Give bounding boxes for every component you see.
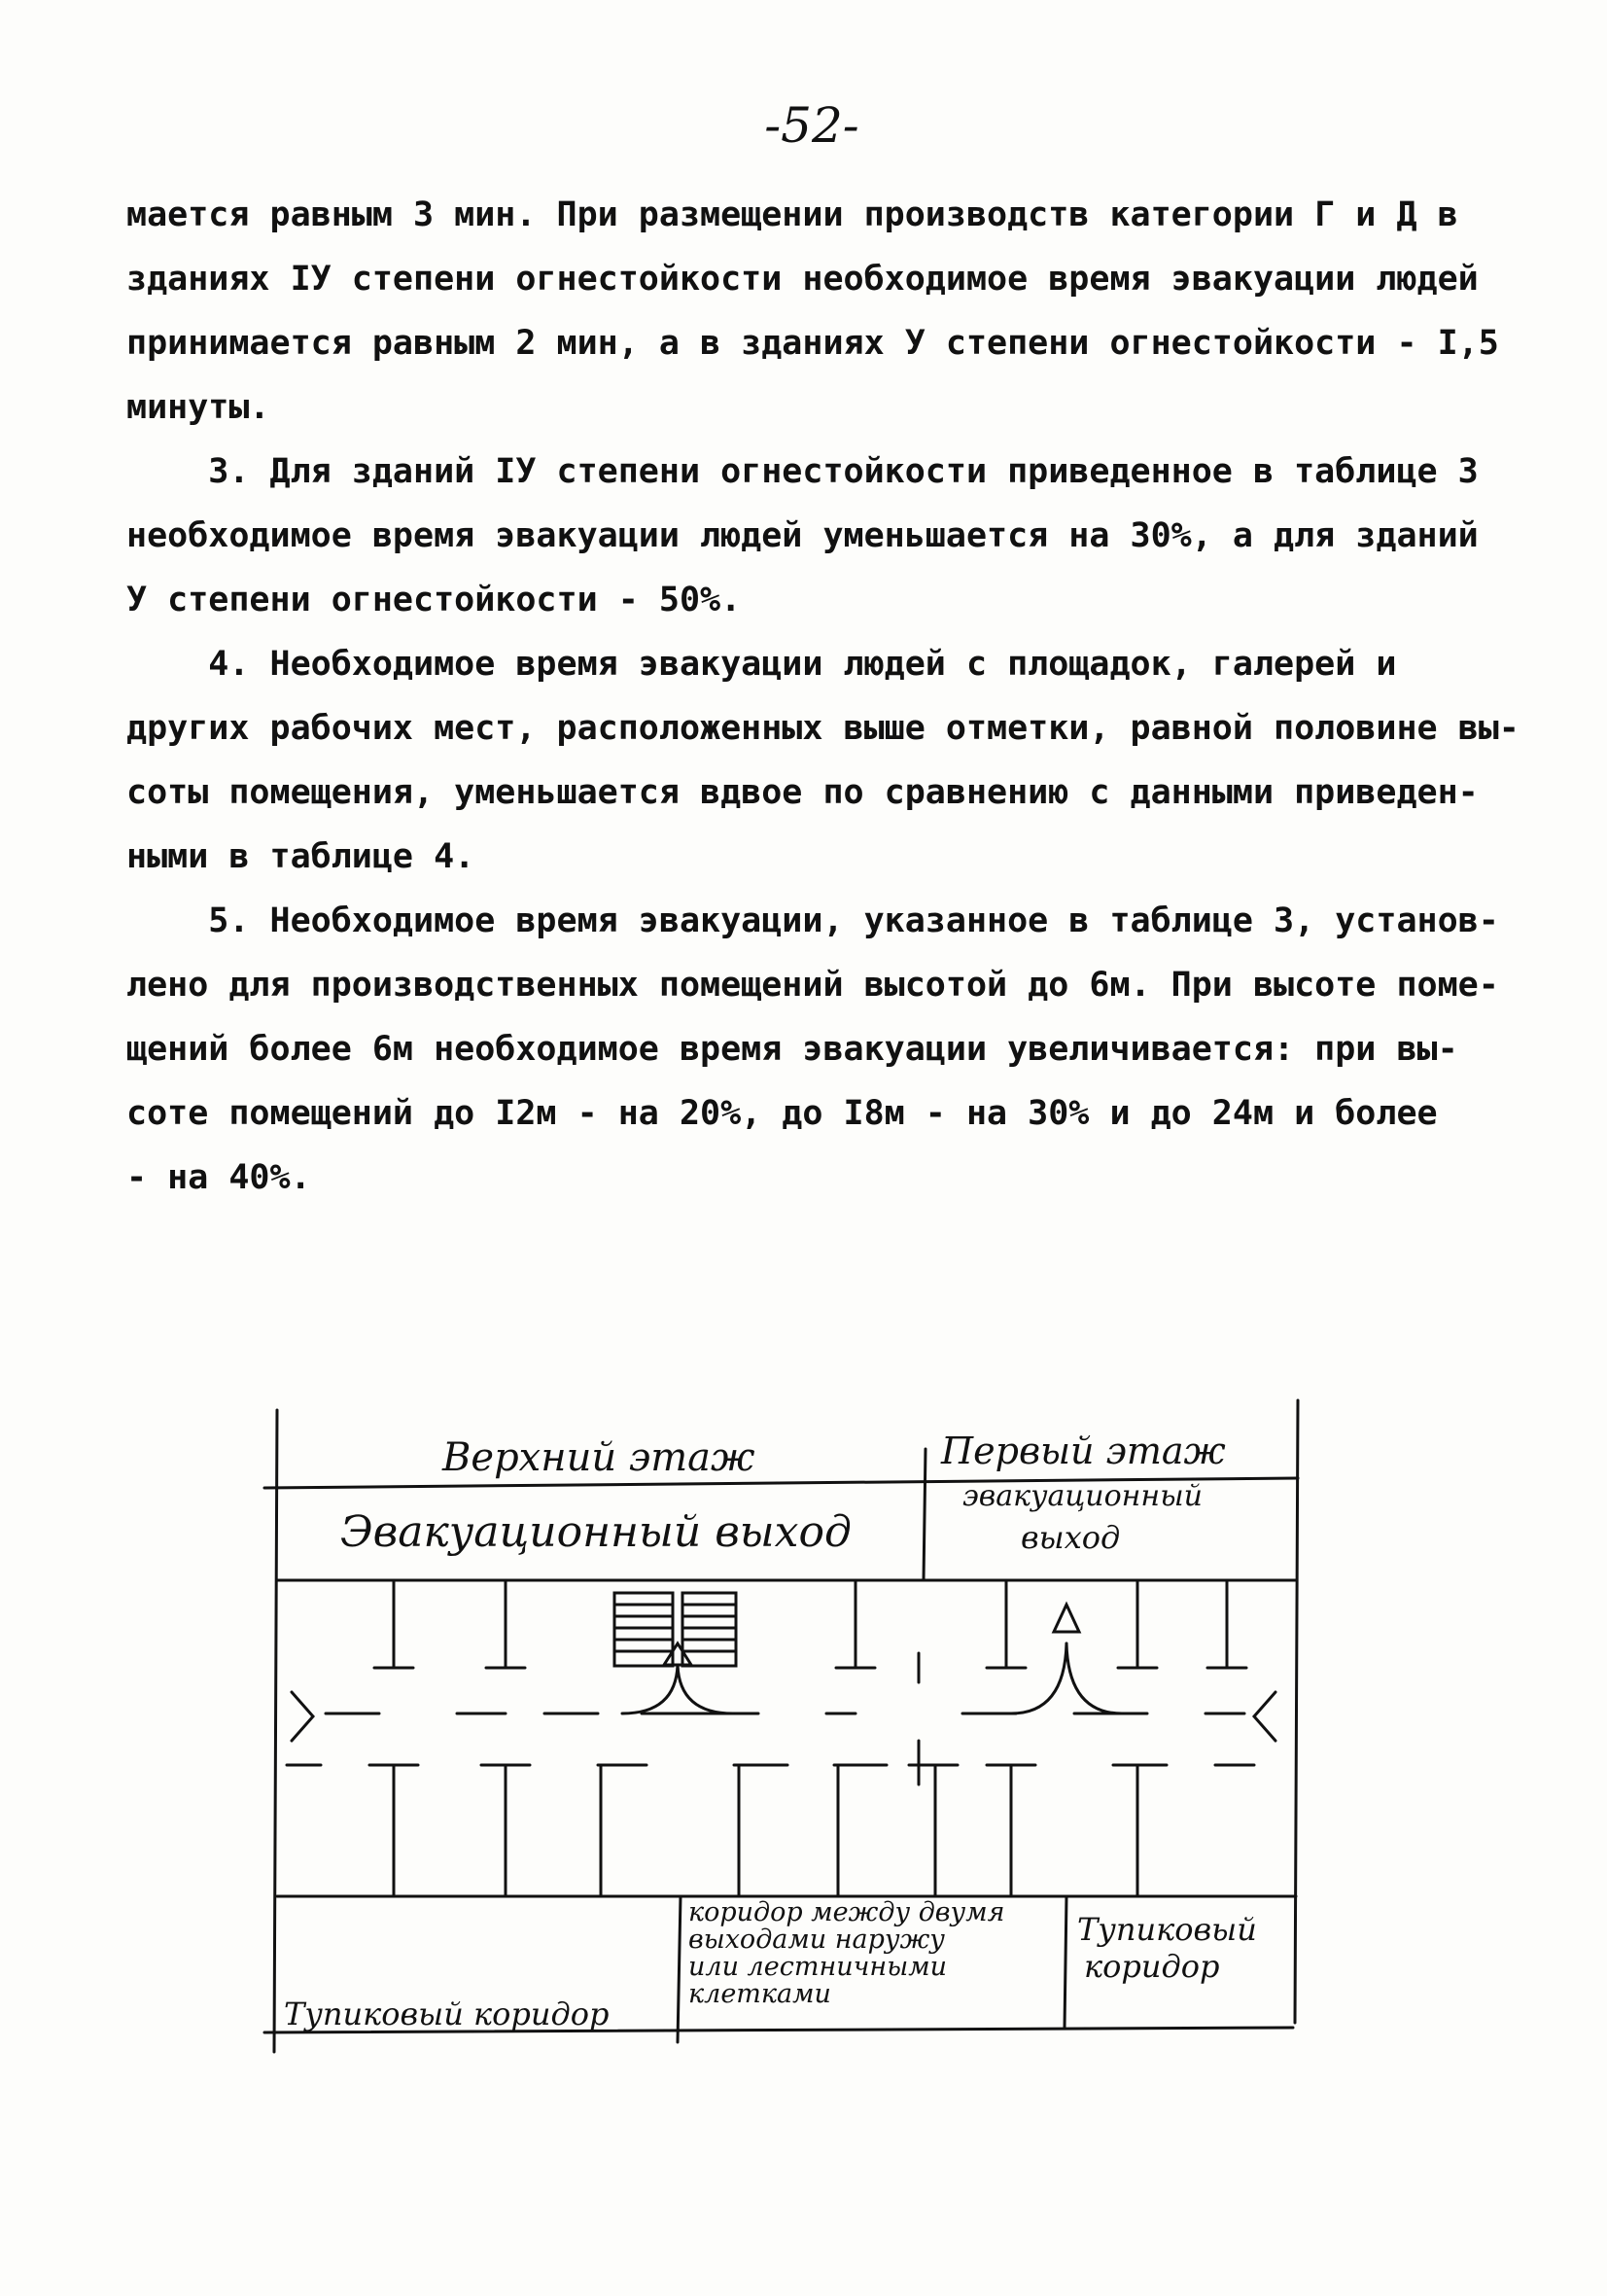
text-line: мается равным 3 мин. При размещении производств категории Г и Д в xyxy=(126,195,1458,234)
upper-doors xyxy=(374,1580,1246,1668)
bottom-right-label: Тупиковый xyxy=(1077,1911,1257,1948)
top-left-label: Верхний этаж xyxy=(442,1435,755,1480)
dead-end-left-marker xyxy=(292,1692,313,1741)
exit-right-label: эвакуационный xyxy=(962,1479,1203,1513)
bottom-mid-label: выходами наружу xyxy=(688,1925,945,1955)
bottom-left-label: Тупиковый коридор xyxy=(284,1996,610,2032)
text-line: лено для производственных помещений высотой до 6м. При высоте поме- xyxy=(126,966,1499,1005)
exit-arrow-left xyxy=(622,1643,733,1713)
exit-left-label: Эвакуационный выход xyxy=(340,1507,852,1557)
text-line: 4. Необходимое время эвакуации людей с площадок, галерей и xyxy=(126,645,1397,684)
text-line: ными в таблице 4. xyxy=(126,837,475,876)
text-line: щений более 6м необходимое время эвакуации увеличивается: при вы- xyxy=(126,1030,1458,1069)
text-line: У степени огнестойкости - 50%. xyxy=(126,581,742,619)
lower-doors xyxy=(287,1765,1254,1896)
floor-divider xyxy=(924,1449,926,1580)
text-line: принимается равным 2 мин, а в зданиях У степени огнестойкости - I,5 xyxy=(126,324,1499,363)
text-line: - на 40%. xyxy=(126,1158,311,1197)
top-right-label: Первый этаж xyxy=(941,1430,1226,1472)
text-line: необходимое время эвакуации людей уменьшается на 30%, а для зданий xyxy=(126,516,1479,555)
page-number: -52- xyxy=(764,97,859,154)
text-line: 5. Необходимое время эвакуации, указанное в таблице 3, установ- xyxy=(126,901,1499,940)
dead-end-right-marker xyxy=(1254,1692,1275,1741)
text-line: 3. Для зданий IУ степени огнестойкости приведенное в таблице 3 xyxy=(126,452,1479,491)
text-line: зданиях IУ степени огнестойкости необходимое время эвакуации людей xyxy=(126,260,1479,299)
bottom-right-label: коридор xyxy=(1084,1948,1220,1985)
stair-hatch xyxy=(614,1593,736,1666)
bottom-mid-label: коридор между двумя xyxy=(688,1897,1005,1927)
bottom-mid-label: или лестничными xyxy=(688,1952,947,1982)
text-line: других рабочих мест, расположенных выше отметки, равной половине вы- xyxy=(126,709,1520,748)
text-line: минуты. xyxy=(126,388,270,427)
exit-right-label: выход xyxy=(1021,1519,1121,1556)
right-dimension-line xyxy=(1295,1400,1298,2023)
text-line: соте помещений до I2м - на 20%, до I8м - на 30% и до 24м и более xyxy=(126,1094,1438,1133)
left-dimension-line xyxy=(274,1410,277,2052)
bottom-mid-label: клетками xyxy=(688,1979,831,2009)
dimension-tick xyxy=(678,1896,681,2042)
text-line: соты помещения, уменьшается вдвое по сравнению с данными приведен- xyxy=(126,773,1479,812)
dimension-tick xyxy=(1065,1896,1066,2028)
exit-arrow-right xyxy=(1011,1605,1122,1713)
